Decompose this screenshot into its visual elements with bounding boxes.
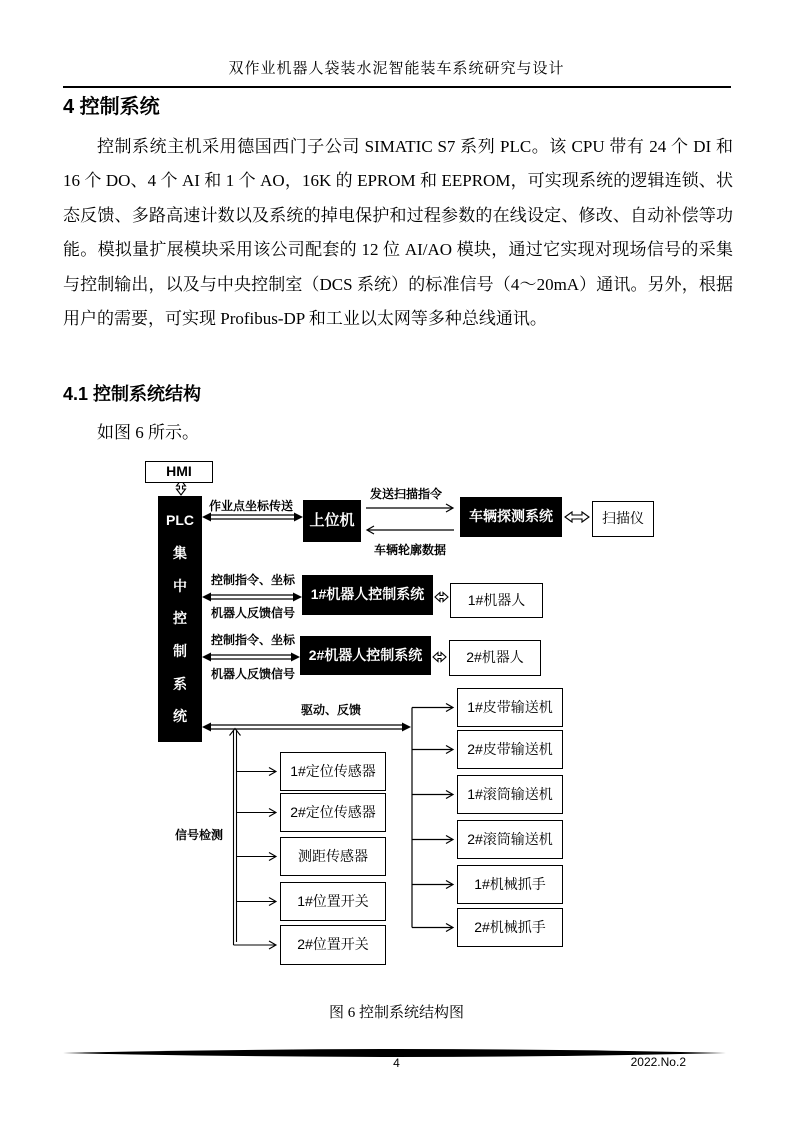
device-node-gripper2: 2#机械抓手 bbox=[457, 908, 563, 947]
edge-label-robot2-cmd: 控制指令、坐标 bbox=[210, 633, 295, 647]
running-title: 双作业机器人袋装水泥智能装车系统研究与设计 bbox=[228, 61, 565, 77]
device-node-roller2: 2#滚筒输送机 bbox=[457, 820, 563, 859]
robot1-node: 1#机器人 bbox=[450, 583, 543, 618]
figure-intro: 如图 6 所示。 bbox=[97, 423, 199, 442]
sensor-node-position1: 1#定位传感器 bbox=[280, 752, 386, 791]
sensor-node-limit-switch2: 2#位置开关 bbox=[280, 925, 386, 965]
device-node-roller1: 1#滚筒输送机 bbox=[457, 775, 563, 814]
device-node-belt1: 1#皮带输送机 bbox=[457, 688, 563, 727]
plc-line: 集 bbox=[173, 544, 187, 561]
vehicle-detection-node: 车辆探测系统 bbox=[460, 497, 562, 537]
device-node-belt2: 2#皮带输送机 bbox=[457, 730, 563, 769]
edge-label-drive-feedback: 驱动、反馈 bbox=[300, 703, 361, 717]
subsection-heading: 4.1 控制系统结构 bbox=[63, 384, 202, 404]
body-paragraph: 控制系统主机采用德国西门子公司 SIMATIC S7 系列 PLC。该 CPU 带有 24 个 DI 和 16 个 DO、4 个 AI 和 1 个 AO，16K 的 EPROM 和 EEPROM，可实现系统的逻辑连锁、状态反馈、多路高速计数以及系统的掉电保护和过程参数的在线设定、修改、自动补偿等功能。模拟量扩展模块采用该公司配套的 12 位 AI/AO 模块，通过它实现对现场信号的采集与控制输出，以及与中央控制室（DCS 系统）的标准信号（4～20mA）通讯。另外，根据用户的需要，可实现 Profibus-DP 和工业以太网等多种总线通讯。 bbox=[63, 137, 733, 329]
edge-label-send-scan: 发送扫描指令 bbox=[369, 487, 442, 501]
sensor-node-limit-switch1: 1#位置开关 bbox=[280, 882, 386, 921]
edge-label-robot1-feedback: 机器人反馈信号 bbox=[210, 606, 295, 620]
scanner-node: 扫描仪 bbox=[592, 501, 654, 537]
host-computer-node: 上位机 bbox=[303, 500, 361, 542]
plc-line: 控 bbox=[173, 610, 187, 627]
robot1-controller-node: 1#机器人控制系统 bbox=[302, 575, 433, 615]
device-node-gripper1: 1#机械抓手 bbox=[457, 865, 563, 904]
plc-node bbox=[158, 496, 202, 742]
edge-label-signal-detection: 信号检测 bbox=[174, 828, 223, 842]
issue-number: 2022.No.2 bbox=[630, 1055, 686, 1069]
section-heading: 4 控制系统 bbox=[63, 96, 160, 118]
figure-caption: 图 6 控制系统结构图 bbox=[328, 1005, 464, 1021]
sensor-node-position2: 2#定位传感器 bbox=[280, 793, 386, 832]
sensor-node-ranging: 测距传感器 bbox=[280, 837, 386, 876]
hmi-node: HMI bbox=[145, 461, 213, 483]
figure-6-diagram bbox=[0, 455, 793, 1000]
header-rule bbox=[63, 86, 731, 88]
robot2-controller-node: 2#机器人控制系统 bbox=[300, 636, 431, 675]
plc-line: 统 bbox=[173, 708, 187, 725]
edge-label-vehicle-profile: 车辆轮廓数据 bbox=[373, 543, 446, 557]
diagram-connectors bbox=[0, 455, 793, 1000]
page-number: 4 bbox=[393, 1056, 400, 1070]
edge-label-robot2-feedback: 机器人反馈信号 bbox=[210, 667, 295, 681]
edge-label-work-point: 作业点坐标传送 bbox=[208, 499, 293, 513]
plc-line: 系 bbox=[173, 675, 187, 692]
plc-line: 中 bbox=[173, 577, 187, 594]
edge-label-robot1-cmd: 控制指令、坐标 bbox=[210, 573, 295, 587]
plc-line: 制 bbox=[173, 642, 187, 659]
robot2-node: 2#机器人 bbox=[449, 640, 541, 676]
plc-line: PLC bbox=[166, 512, 194, 529]
